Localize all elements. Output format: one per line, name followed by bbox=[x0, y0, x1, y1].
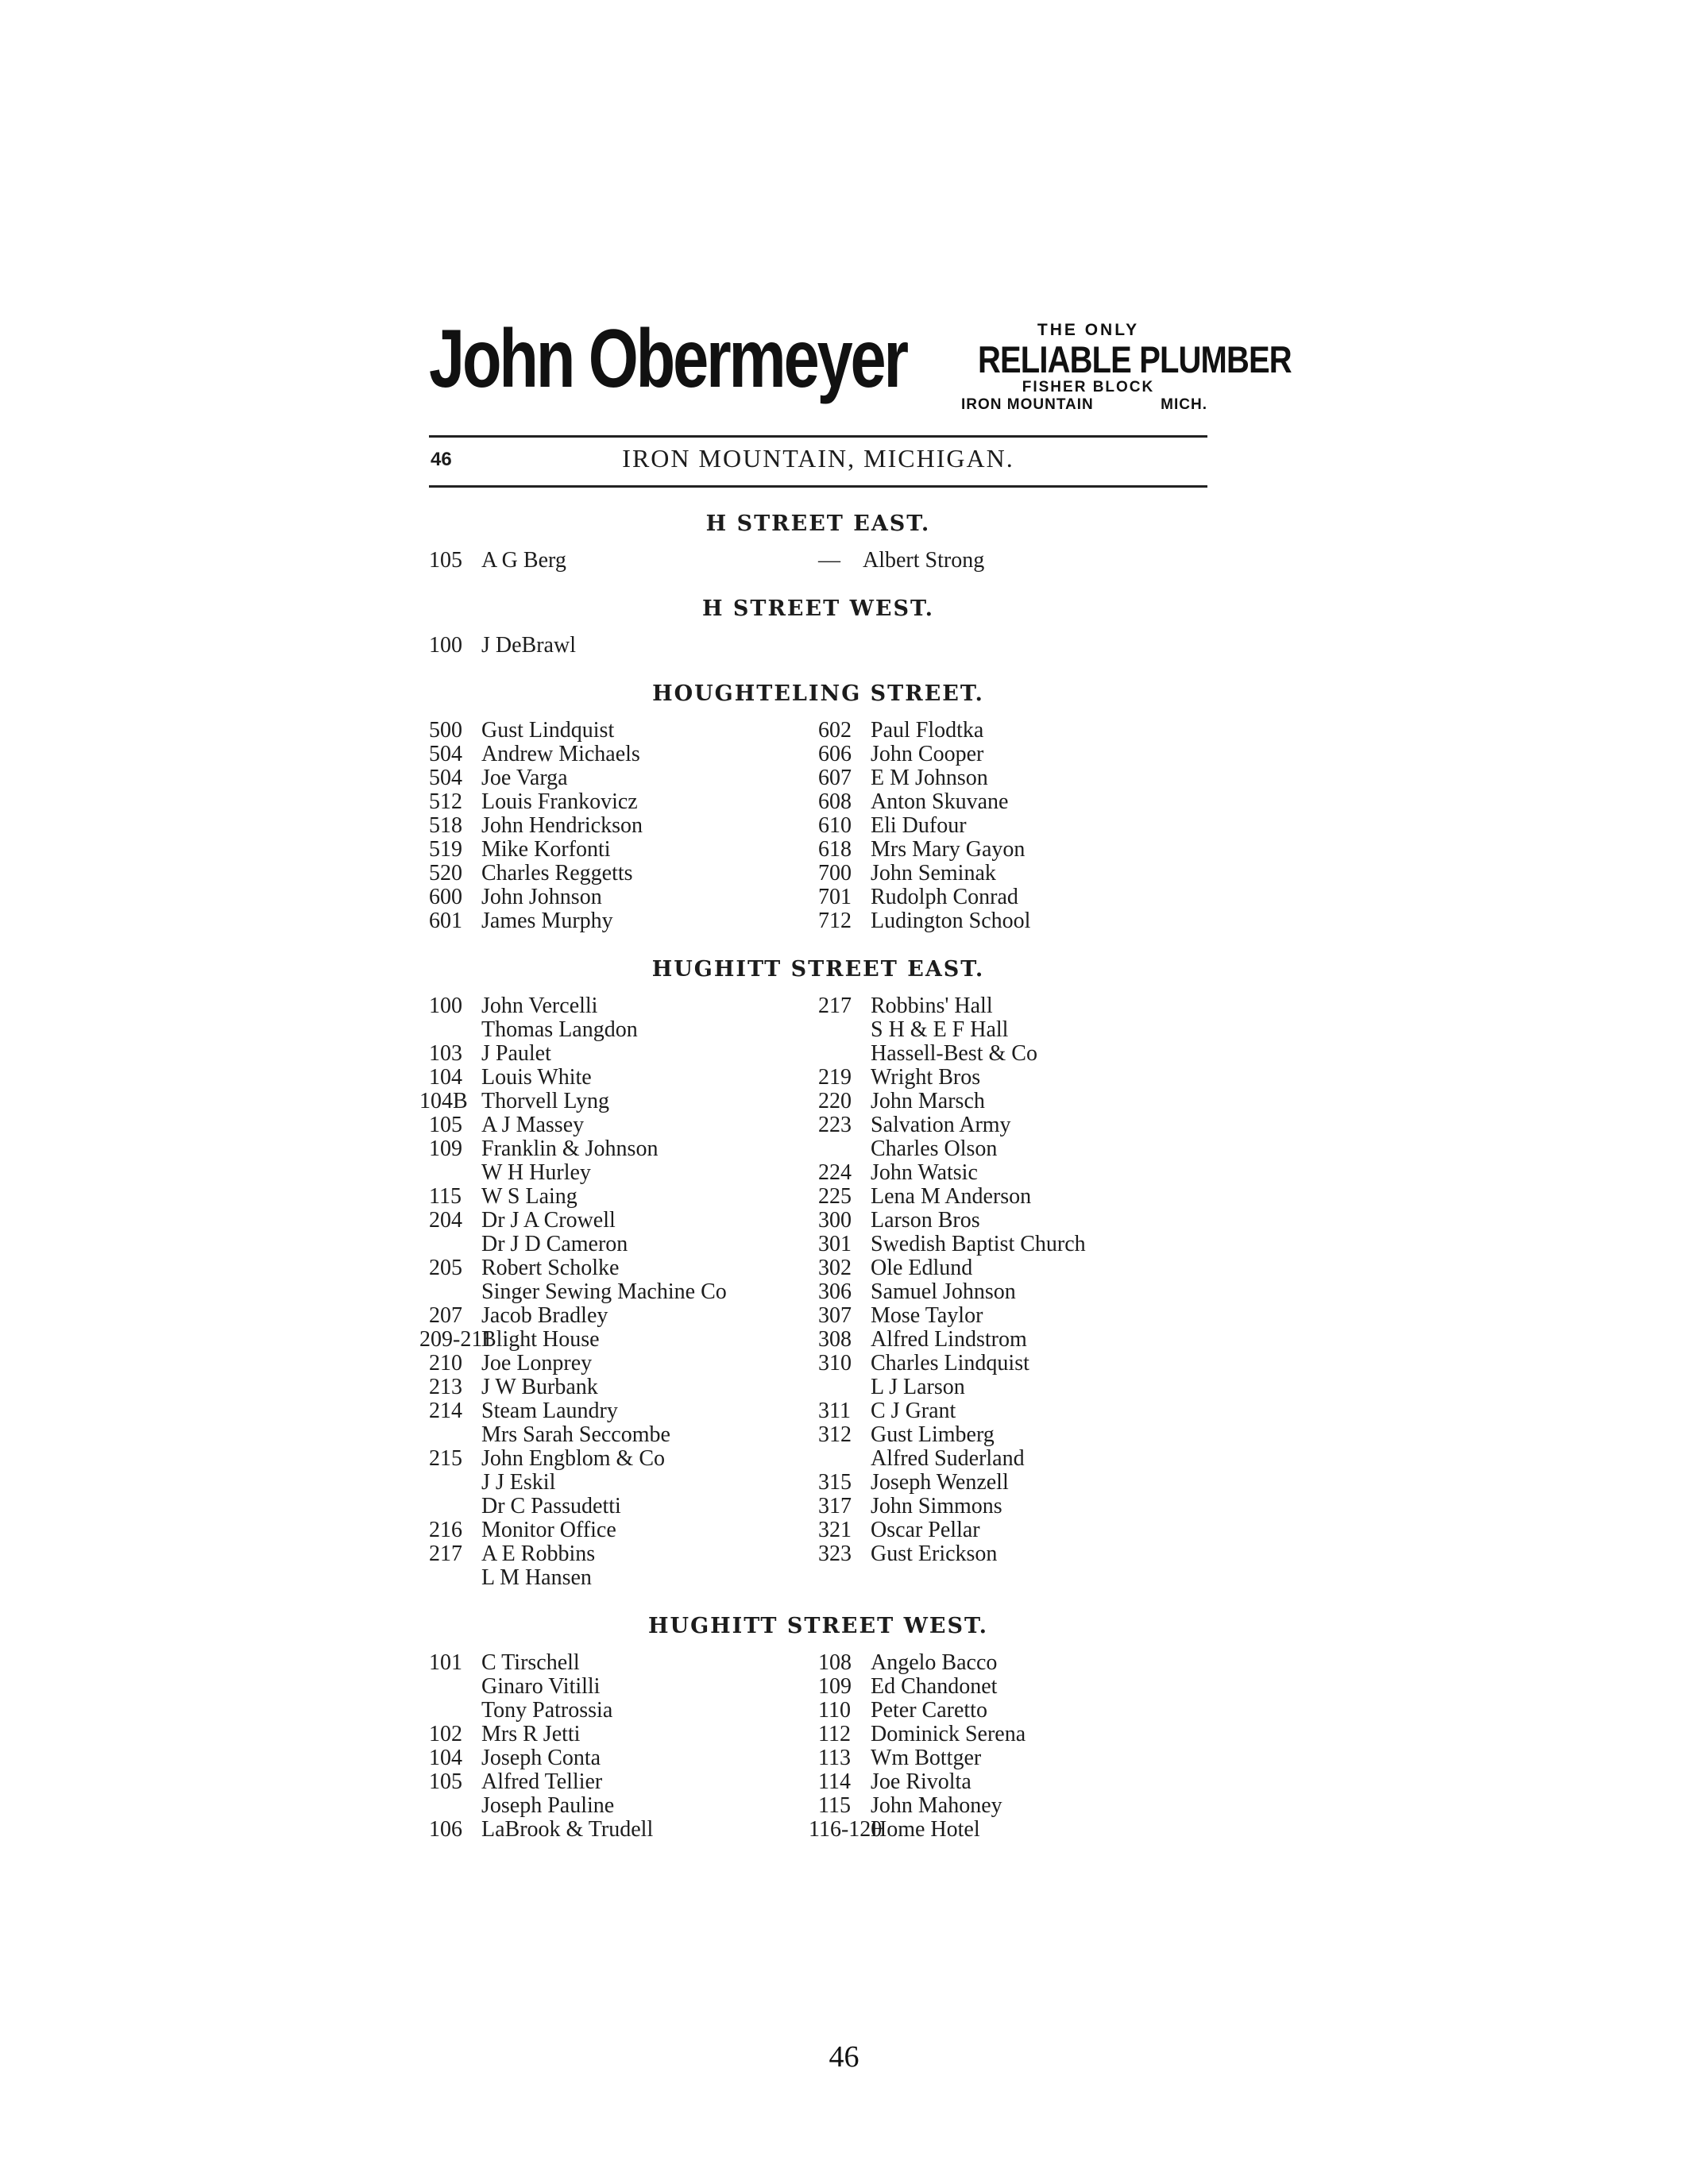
house-number: 223 bbox=[818, 1113, 852, 1137]
list-item bbox=[429, 909, 818, 933]
resident-name: Salvation Army bbox=[871, 1113, 1011, 1137]
list-item bbox=[818, 1376, 1207, 1399]
resident-name: Robert Scholke bbox=[481, 1256, 620, 1280]
list-item bbox=[818, 1794, 1207, 1818]
resident-name: Angelo Bacco bbox=[871, 1650, 998, 1675]
house-number: 100 bbox=[429, 633, 462, 658]
resident-name: S H & E F Hall bbox=[871, 1017, 1009, 1042]
house-number: 213 bbox=[429, 1375, 462, 1399]
left-column bbox=[429, 1651, 818, 1842]
section-title-hughitt-street-east: HUGHITT STREET EAST. bbox=[651, 957, 985, 982]
house-number: 518 bbox=[429, 813, 462, 838]
house-number: 100 bbox=[429, 994, 462, 1018]
list-item bbox=[818, 1161, 1207, 1185]
house-number: 307 bbox=[818, 1303, 852, 1328]
house-number: 607 bbox=[818, 766, 852, 790]
list-item bbox=[429, 1042, 818, 1066]
resident-name: Mrs Mary Gayon bbox=[871, 837, 1026, 862]
page-number: 46 bbox=[829, 2040, 859, 2074]
section-title-h-street-east: H STREET EAST. bbox=[705, 511, 931, 536]
resident-name: W S Laing bbox=[481, 1184, 577, 1209]
resident-name: Ole Edlund bbox=[871, 1256, 973, 1280]
house-number bbox=[429, 1423, 481, 1447]
resident-name: C J Grant bbox=[871, 1399, 956, 1423]
list-item bbox=[809, 1817, 1207, 1842]
resident-name: Alfred Tellier bbox=[481, 1769, 603, 1794]
list-item bbox=[429, 1566, 818, 1590]
list-item bbox=[818, 1423, 1207, 1447]
house-number: 104 bbox=[429, 1065, 462, 1090]
resident-name: A E Robbins bbox=[481, 1542, 596, 1566]
list-item bbox=[818, 994, 1207, 1018]
house-number: 224 bbox=[818, 1160, 852, 1185]
house-number: 214 bbox=[429, 1399, 462, 1423]
house-number bbox=[818, 1018, 871, 1042]
section-title-hughitt-street-west: HUGHITT STREET WEST. bbox=[648, 1614, 988, 1638]
resident-name: Ludington School bbox=[871, 909, 1031, 933]
house-number: 105 bbox=[429, 1113, 462, 1137]
list-item bbox=[429, 1161, 818, 1185]
right-column bbox=[809, 1650, 1207, 1842]
house-number: 106 bbox=[429, 1817, 462, 1842]
resident-name: Louis White bbox=[481, 1065, 592, 1090]
resident-name: Home Hotel bbox=[871, 1817, 980, 1842]
list-item bbox=[818, 1209, 1207, 1233]
resident-name: W H Hurley bbox=[481, 1160, 591, 1185]
resident-name: Joe Varga bbox=[481, 766, 568, 790]
list-item bbox=[818, 1770, 1207, 1794]
resident-name: Jacob Bradley bbox=[481, 1303, 608, 1328]
resident-name: Oscar Pellar bbox=[871, 1518, 980, 1542]
h-street-west-entries bbox=[429, 634, 1207, 658]
list-item bbox=[429, 634, 818, 658]
header-city: IRON MOUNTAIN, MICHIGAN. bbox=[622, 444, 1014, 473]
house-number: 216 bbox=[429, 1518, 462, 1542]
list-item bbox=[429, 814, 818, 838]
resident-name: J W Burbank bbox=[481, 1375, 598, 1399]
resident-name: Mrs Sarah Seccombe bbox=[481, 1422, 670, 1447]
house-number: 109 bbox=[818, 1674, 852, 1699]
list-item bbox=[818, 1066, 1207, 1090]
h-street-east-entries bbox=[429, 549, 1207, 573]
house-number bbox=[429, 1675, 481, 1699]
list-item bbox=[429, 1651, 818, 1675]
list-item bbox=[818, 1542, 1207, 1566]
house-number: 225 bbox=[818, 1184, 852, 1209]
resident-name: Mose Taylor bbox=[871, 1303, 983, 1328]
list-item bbox=[429, 1233, 818, 1256]
list-item bbox=[818, 1304, 1207, 1328]
list-item bbox=[429, 862, 818, 886]
resident-name: E M Johnson bbox=[871, 766, 988, 790]
resident-name: A J Massey bbox=[481, 1113, 585, 1137]
house-number: 311 bbox=[818, 1399, 851, 1423]
list-item bbox=[818, 1137, 1207, 1161]
list-item bbox=[429, 1794, 818, 1818]
house-number: 700 bbox=[818, 861, 852, 886]
list-item bbox=[818, 1723, 1207, 1746]
resident-name: Dominick Serena bbox=[871, 1722, 1026, 1746]
house-number bbox=[818, 1042, 871, 1066]
resident-name: Charles Olson bbox=[871, 1136, 998, 1161]
house-number: 300 bbox=[818, 1208, 852, 1233]
list-item bbox=[818, 1447, 1207, 1471]
house-number: 323 bbox=[818, 1542, 852, 1566]
house-number: 114 bbox=[818, 1769, 851, 1794]
house-number: 204 bbox=[429, 1208, 462, 1233]
resident-name: Andrew Michaels bbox=[481, 742, 640, 766]
resident-name: Paul Flodtka bbox=[871, 718, 984, 743]
hughitt-street-east-entries bbox=[419, 994, 1207, 1590]
list-item bbox=[429, 1137, 818, 1161]
list-item bbox=[818, 1233, 1207, 1256]
house-number: 115 bbox=[429, 1184, 462, 1209]
resident-name: LaBrook & Trudell bbox=[481, 1817, 654, 1842]
house-number: 602 bbox=[818, 718, 852, 743]
house-number: 109 bbox=[429, 1136, 462, 1161]
list-item bbox=[818, 1090, 1207, 1113]
resident-name: John Marsch bbox=[871, 1089, 985, 1113]
ad-state: MICH. bbox=[1161, 396, 1207, 414]
resident-name: Franklin & Johnson bbox=[481, 1136, 659, 1161]
house-number: 504 bbox=[429, 766, 462, 790]
house-number bbox=[429, 1161, 481, 1185]
resident-name: Anton Skuvane bbox=[871, 789, 1009, 814]
house-number bbox=[429, 1495, 481, 1518]
list-item bbox=[818, 766, 1207, 790]
house-number: 219 bbox=[818, 1065, 852, 1090]
list-item bbox=[429, 743, 818, 766]
running-header bbox=[429, 435, 1207, 488]
house-number: 500 bbox=[429, 718, 462, 743]
plumber-advertisement bbox=[429, 310, 1292, 429]
hughitt-street-west-entries bbox=[429, 1651, 1207, 1842]
list-item bbox=[429, 766, 818, 790]
resident-name: Samuel Johnson bbox=[871, 1279, 1016, 1304]
resident-name: Tony Patrossia bbox=[481, 1698, 613, 1723]
resident-name: Blight House bbox=[481, 1327, 600, 1352]
house-number: 215 bbox=[429, 1446, 462, 1471]
list-item bbox=[429, 1018, 818, 1042]
resident-name: J J Eskil bbox=[481, 1470, 556, 1495]
right-column bbox=[818, 994, 1207, 1590]
resident-name: Wm Bottger bbox=[871, 1746, 982, 1770]
ad-trade: RELIABLE PLUMBER bbox=[978, 338, 1292, 380]
list-item bbox=[429, 719, 818, 743]
list-item bbox=[818, 1675, 1207, 1699]
resident-name: Monitor Office bbox=[481, 1518, 616, 1542]
resident-name: Joseph Conta bbox=[481, 1746, 601, 1770]
resident-name: J Paulet bbox=[481, 1041, 551, 1066]
ad-city: IRON MOUNTAIN bbox=[961, 396, 1094, 414]
left-column bbox=[419, 994, 818, 1590]
resident-name: Singer Sewing Machine Co bbox=[481, 1279, 727, 1304]
resident-name: Peter Caretto bbox=[871, 1698, 987, 1723]
list-item bbox=[429, 1185, 818, 1209]
list-item bbox=[419, 1089, 818, 1113]
list-item bbox=[818, 1018, 1207, 1042]
resident-name: A G Berg bbox=[481, 548, 566, 573]
resident-name: Joe Rivolta bbox=[871, 1769, 971, 1794]
house-number: 618 bbox=[818, 837, 852, 862]
list-item bbox=[429, 790, 818, 814]
list-item bbox=[429, 1399, 818, 1423]
list-item bbox=[818, 1280, 1207, 1304]
list-item bbox=[818, 1328, 1207, 1352]
resident-name: Charles Reggetts bbox=[481, 861, 633, 886]
house-number: 608 bbox=[818, 789, 852, 814]
ad-address: FISHER BLOCK bbox=[1022, 379, 1155, 396]
list-item bbox=[429, 1066, 818, 1090]
resident-name: Alfred Lindstrom bbox=[871, 1327, 1027, 1352]
house-number bbox=[818, 1447, 871, 1471]
list-item bbox=[429, 1746, 818, 1770]
list-item bbox=[429, 1304, 818, 1328]
resident-name: Thomas Langdon bbox=[481, 1017, 638, 1042]
house-number: 105 bbox=[429, 1769, 462, 1794]
ad-business-name: John Obermeyer bbox=[429, 313, 907, 405]
resident-name: John Johnson bbox=[481, 885, 602, 909]
resident-name: John Watsic bbox=[871, 1160, 978, 1185]
house-number bbox=[429, 1699, 481, 1723]
resident-name: John Seminak bbox=[871, 861, 996, 886]
list-item bbox=[429, 1209, 818, 1233]
house-number: 113 bbox=[818, 1746, 851, 1770]
resident-name: Thorvell Lyng bbox=[481, 1089, 609, 1113]
left-column bbox=[429, 719, 818, 933]
list-item bbox=[818, 790, 1207, 814]
list-item bbox=[818, 1746, 1207, 1770]
list-item bbox=[818, 1113, 1207, 1137]
list-item bbox=[818, 1699, 1207, 1723]
house-number: 209-211 bbox=[419, 1327, 493, 1352]
house-number: 105 bbox=[429, 548, 462, 573]
house-number: 306 bbox=[818, 1279, 852, 1304]
house-number: 610 bbox=[818, 813, 852, 838]
house-number: 104B bbox=[419, 1089, 468, 1113]
section-title-h-street-west: H STREET WEST. bbox=[701, 596, 934, 621]
resident-name: James Murphy bbox=[481, 909, 613, 933]
resident-name: Gust Limberg bbox=[871, 1422, 995, 1447]
house-number: 301 bbox=[818, 1232, 852, 1256]
houghteling-street-entries bbox=[429, 719, 1207, 933]
resident-name: Joe Lonprey bbox=[481, 1351, 593, 1376]
resident-name: Ginaro Vitilli bbox=[481, 1674, 601, 1699]
house-number bbox=[429, 1794, 481, 1818]
house-number: 321 bbox=[818, 1518, 852, 1542]
house-number: 210 bbox=[429, 1351, 462, 1376]
resident-name: Rudolph Conrad bbox=[871, 885, 1018, 909]
resident-name: C Tirschell bbox=[481, 1650, 580, 1675]
resident-name: Swedish Baptist Church bbox=[871, 1232, 1086, 1256]
resident-name: Dr C Passudetti bbox=[481, 1494, 621, 1518]
list-item bbox=[429, 994, 818, 1018]
list-item bbox=[818, 1352, 1207, 1376]
right-column bbox=[818, 719, 1207, 933]
resident-name: Joseph Pauline bbox=[481, 1793, 615, 1818]
house-number: 104 bbox=[429, 1746, 462, 1770]
resident-name: Mrs R Jetti bbox=[481, 1722, 581, 1746]
house-number: 606 bbox=[818, 742, 852, 766]
resident-name: L J Larson bbox=[871, 1375, 965, 1399]
house-number: 712 bbox=[818, 909, 852, 933]
resident-name: J DeBrawl bbox=[481, 633, 576, 658]
list-item bbox=[818, 1399, 1207, 1423]
resident-name: Larson Bros bbox=[871, 1208, 980, 1233]
house-number: 317 bbox=[818, 1494, 852, 1518]
list-item bbox=[818, 909, 1207, 933]
house-number: 116-120 bbox=[809, 1817, 883, 1842]
resident-name: Dr J A Crowell bbox=[481, 1208, 616, 1233]
resident-name: Louis Frankovicz bbox=[481, 789, 638, 814]
house-number bbox=[818, 1376, 871, 1399]
list-item bbox=[818, 1471, 1207, 1495]
house-number: 217 bbox=[818, 994, 852, 1018]
list-item bbox=[818, 719, 1207, 743]
house-number: 108 bbox=[818, 1650, 852, 1675]
list-item bbox=[429, 1447, 818, 1471]
resident-name: John Hendrickson bbox=[481, 813, 643, 838]
house-number bbox=[429, 1018, 481, 1042]
house-number bbox=[429, 1566, 481, 1590]
resident-name: Gust Lindquist bbox=[481, 718, 615, 743]
house-number bbox=[429, 1233, 481, 1256]
list-item bbox=[818, 1518, 1207, 1542]
list-item bbox=[429, 1699, 818, 1723]
resident-name: John Simmons bbox=[871, 1494, 1002, 1518]
house-number: 115 bbox=[818, 1793, 851, 1818]
house-number: 519 bbox=[429, 837, 462, 862]
list-item bbox=[429, 1423, 818, 1447]
house-number: 308 bbox=[818, 1327, 852, 1352]
house-number: 315 bbox=[818, 1470, 852, 1495]
list-item bbox=[429, 549, 818, 573]
resident-name: John Mahoney bbox=[871, 1793, 1002, 1818]
list-item bbox=[818, 862, 1207, 886]
list-item bbox=[429, 1471, 818, 1495]
house-number: 520 bbox=[429, 861, 462, 886]
list-item bbox=[429, 1818, 818, 1842]
house-number bbox=[429, 1280, 481, 1304]
house-number: 112 bbox=[818, 1722, 851, 1746]
resident-name: L M Hansen bbox=[481, 1565, 592, 1590]
resident-name: Charles Lindquist bbox=[871, 1351, 1029, 1376]
list-item bbox=[419, 1327, 818, 1352]
ad-details bbox=[937, 321, 1292, 414]
resident-name: Lena M Anderson bbox=[871, 1184, 1032, 1209]
house-number: 205 bbox=[429, 1256, 462, 1280]
list-item bbox=[818, 886, 1207, 909]
resident-name: Dr J D Cameron bbox=[481, 1232, 628, 1256]
resident-name: Alfred Suderland bbox=[871, 1446, 1025, 1471]
house-number: 217 bbox=[429, 1542, 462, 1566]
resident-name: Hassell-Best & Co bbox=[871, 1041, 1037, 1066]
resident-name: John Vercelli bbox=[481, 994, 598, 1018]
list-item bbox=[818, 743, 1207, 766]
list-item bbox=[429, 1495, 818, 1518]
list-item bbox=[429, 1256, 818, 1280]
resident-name: Eli Dufour bbox=[871, 813, 967, 838]
list-item bbox=[429, 1723, 818, 1746]
list-item bbox=[429, 1376, 818, 1399]
house-number: 302 bbox=[818, 1256, 852, 1280]
house-number: 601 bbox=[429, 909, 462, 933]
resident-name: John Cooper bbox=[871, 742, 984, 766]
list-item bbox=[818, 814, 1207, 838]
house-number: 207 bbox=[429, 1303, 462, 1328]
house-number: — bbox=[818, 548, 840, 573]
list-item bbox=[818, 1651, 1207, 1675]
resident-name: John Engblom & Co bbox=[481, 1446, 666, 1471]
house-number bbox=[429, 1471, 481, 1495]
house-number: 220 bbox=[818, 1089, 852, 1113]
list-item bbox=[429, 1770, 818, 1794]
list-item bbox=[429, 1675, 818, 1699]
list-item bbox=[429, 1518, 818, 1542]
list-item bbox=[429, 1542, 818, 1566]
header-page-number: 46 bbox=[431, 449, 452, 470]
house-number bbox=[818, 1137, 871, 1161]
list-item bbox=[818, 1042, 1207, 1066]
resident-name: Steam Laundry bbox=[481, 1399, 618, 1423]
ad-tagline: THE ONLY bbox=[1037, 321, 1140, 339]
list-item bbox=[429, 838, 818, 862]
list-item bbox=[429, 1280, 818, 1304]
resident-name: Gust Erickson bbox=[871, 1542, 998, 1566]
house-number: 103 bbox=[429, 1041, 462, 1066]
ad-city-line bbox=[961, 396, 1207, 414]
list-item bbox=[818, 838, 1207, 862]
house-number: 310 bbox=[818, 1351, 852, 1376]
directory-page bbox=[419, 310, 1292, 1842]
house-number: 102 bbox=[429, 1722, 462, 1746]
resident-name: Joseph Wenzell bbox=[871, 1470, 1009, 1495]
list-item bbox=[818, 1495, 1207, 1518]
house-number: 512 bbox=[429, 789, 462, 814]
house-number: 101 bbox=[429, 1650, 462, 1675]
resident-name: Mike Korfonti bbox=[481, 837, 611, 862]
list-item bbox=[818, 1185, 1207, 1209]
list-item bbox=[429, 886, 818, 909]
list-item bbox=[429, 1113, 818, 1137]
list-item bbox=[818, 1256, 1207, 1280]
resident-name: Albert Strong bbox=[863, 548, 985, 573]
list-item bbox=[818, 549, 1207, 573]
house-number: 504 bbox=[429, 742, 462, 766]
house-number: 312 bbox=[818, 1422, 852, 1447]
house-number: 701 bbox=[818, 885, 852, 909]
house-number: 110 bbox=[818, 1698, 851, 1723]
resident-name: Robbins' Hall bbox=[871, 994, 993, 1018]
section-title-houghteling-street: HOUGHTELING STREET. bbox=[652, 681, 984, 706]
house-number: 600 bbox=[429, 885, 462, 909]
resident-name: Wright Bros bbox=[871, 1065, 981, 1090]
list-item bbox=[429, 1352, 818, 1376]
resident-name: Ed Chandonet bbox=[871, 1674, 998, 1699]
